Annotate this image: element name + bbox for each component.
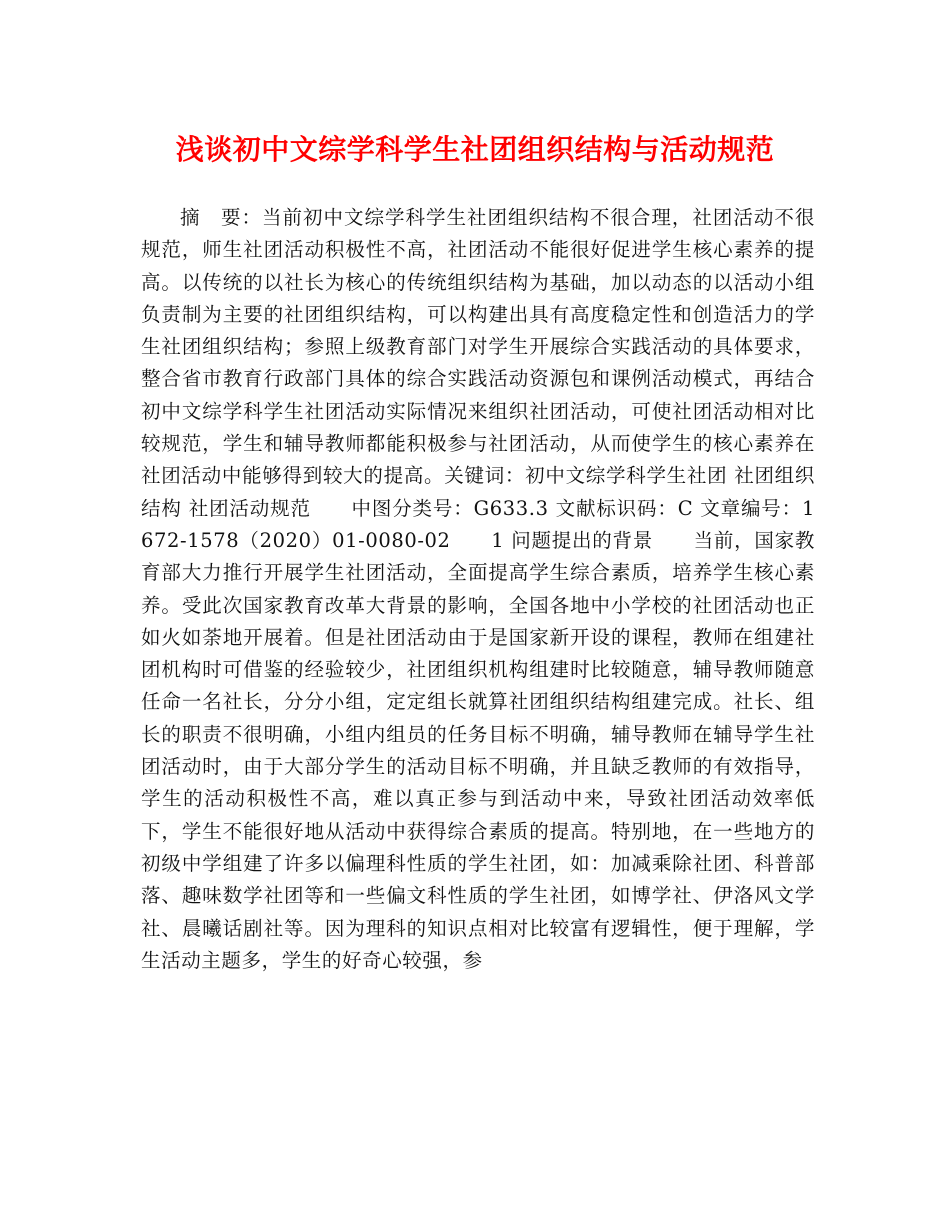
document-title: 浅谈初中文综学科学生社团组织结构与活动规范	[175, 133, 775, 166]
document-body: 摘 要：当前初中文综学科学生社团组织结构不很合理，社团活动不很规范，师生社团活动积极性不高，社团活动不能很好促进学生核心素养的提高。以传统的以社长为核心的传统组织结构为基础，加以动态的以活动小组负责制为主要的社团组织结构，可以构建出具有高度稳定性和创造活力的学生社团组织结构；参照上级教育部门对学生开展综合实践活动的具体要求，整合省市教育行政部门具体的综合实践活动资源包和课例活动模式，再结合初中文综学科学生社团活动实际情况来组织社团活动，可使社团活动相对比较规范，学生和辅导教师都能积极参与社团活动，从而使学生的核心素养在社团活动中能够得到较大的提高。关键词：初中文综学科学生社团 社团组织结构 社团活动规范 中图分类号：G633.3 文献标识码：C 文章编号：1672-1578（2020）01-0080-02 1 问题提出的背景 当前，国家教育部大力推行开展学生社团活动，全面提高学生综合素质，培养学生核心素养。受此次国家教育改革大背景的影响，全国各地中小学校的社团活动也正如火如荼地开展着。但是社团活动由于是国家新开设的课程，教师在组建社团机构时可借鉴的经验较少，社团组织机构组建时比较随意，辅导教师随意任命一名社长，分分小组，定定组长就算社团组织结构组建完成。社长、组长的职责不很明确，小组内组员的任务目标不明确，辅导教师在辅导学生社团活动时，由于大部分学生的活动目标不明确，并且缺乏教师的有效指导，学生的活动积极性不高，难以真正参与到活动中来，导致社团活动效率低下，学生不能很好地从活动中获得综合素质的提高。特别地，在一些地方的初级中学组建了许多以偏理科性质的学生社团，如：加减乘除社团、科普部落、趣味数学社团等和一些偏文科性质的学生社团，如博学社、伊洛风文学社、晨曦话剧社等。因为理科的知识点相对比较富有逻辑性，便于理解，学生活动主题多，学生的好奇心较强，参	[141, 206, 815, 972]
